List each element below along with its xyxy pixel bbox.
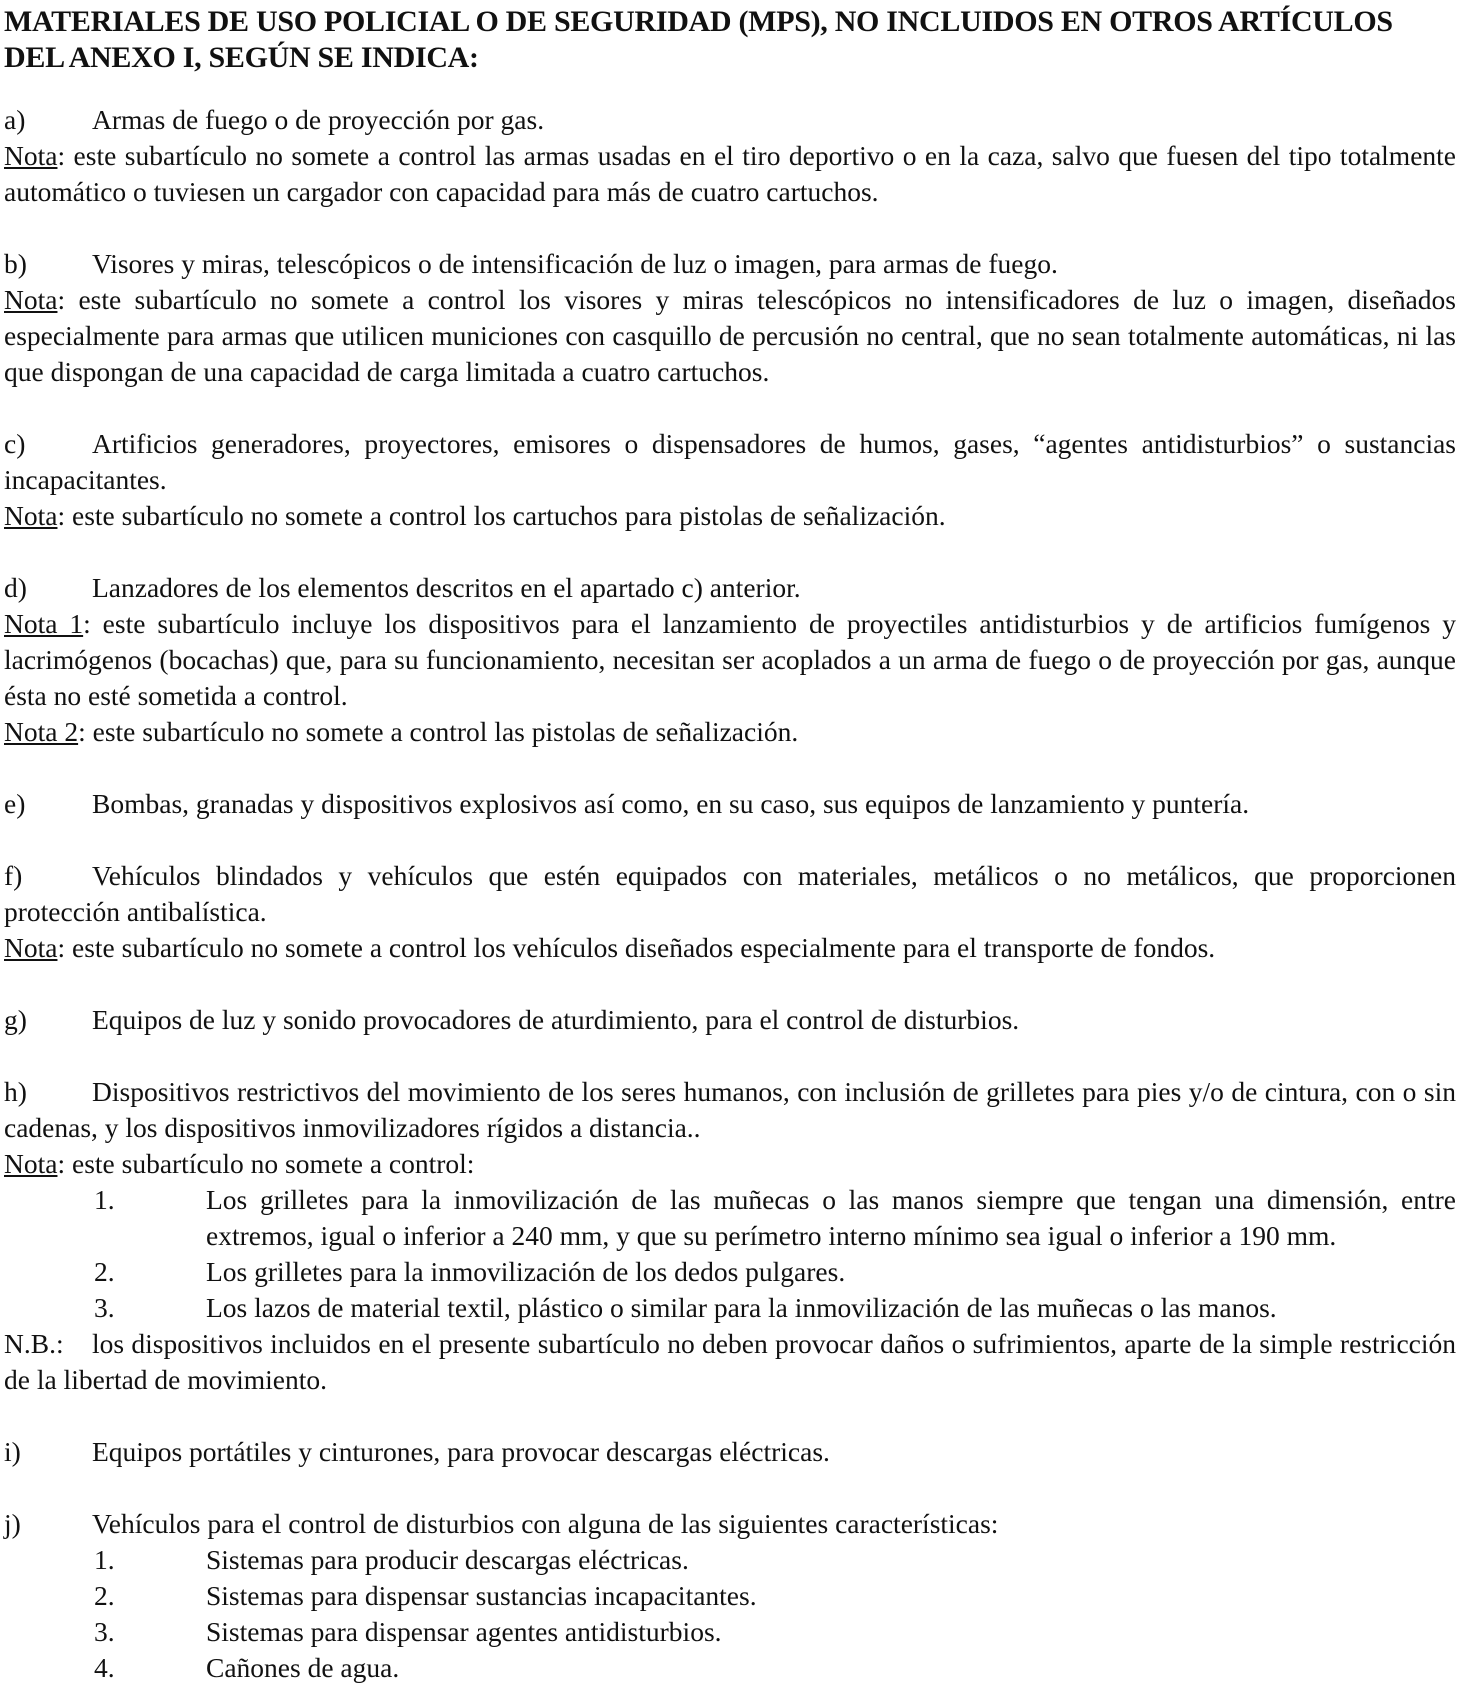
list-item-text: Sistemas para dispensar agentes antidisturbios. — [206, 1616, 722, 1647]
section-heading — [4, 858, 1456, 930]
section-spacer — [4, 966, 1456, 1002]
section-text: Lanzadores de los elementos descritos en el apartado c) anterior. — [92, 572, 801, 603]
section-label: h) — [4, 1076, 27, 1107]
note-text: : este subartículo no somete a control los cartuchos para pistolas de señalización. — [57, 500, 946, 531]
list-item — [4, 1290, 1456, 1326]
section-heading — [4, 786, 1456, 822]
section-label: b) — [4, 248, 27, 279]
section-label: c) — [4, 428, 26, 459]
list-item — [4, 1650, 1456, 1686]
note-label: Nota 2 — [4, 716, 79, 747]
note-text: : este subartículo no somete a control los vehículos diseñados especialmente para el transporte de fondos. — [57, 932, 1216, 963]
list-item-number: 4. — [94, 1652, 115, 1683]
list-item — [4, 1614, 1456, 1650]
section-heading — [4, 1074, 1456, 1146]
list-item — [4, 1578, 1456, 1614]
document-page — [4, 4, 1456, 1686]
list-item-number: 3. — [94, 1616, 115, 1647]
note-paragraph — [4, 930, 1456, 966]
section-heading — [4, 1506, 1456, 1542]
nb-paragraph — [4, 1326, 1456, 1398]
section-spacer — [4, 750, 1456, 786]
note-label: Nota — [4, 140, 58, 171]
note-text: : este subartículo no somete a control los visores y miras telescópicos no intensificadores de luz o imagen, diseñados especialmente para armas que utilicen municiones con casquillo de percusión no central, que no sean totalmente automáticas, ni las que dispongan de una capacidad de carga limitada a cuatro cartuchos. — [4, 284, 1456, 387]
section-spacer — [4, 1038, 1456, 1074]
section-heading — [4, 1002, 1456, 1038]
note-paragraph — [4, 714, 1456, 750]
section-text: Vehículos blindados y vehículos que estén equipados con materiales, metálicos o no metálicos, que proporcionen protección antibalística. — [4, 860, 1456, 927]
note-text: : este subartículo no somete a control las pistolas de señalización. — [78, 716, 799, 747]
section-text: Bombas, granadas y dispositivos explosivos así como, en su caso, sus equipos de lanzamiento y puntería. — [92, 788, 1250, 819]
section-heading — [4, 102, 1456, 138]
list-item-text: Los grilletes para la inmovilización de las muñecas o las manos siempre que tengan una dimensión, entre extremos, igual o inferior a 240 mm, y que su perímetro interno mínimo sea igual o inferior a 190 mm. — [206, 1184, 1456, 1251]
section-label: j) — [4, 1508, 21, 1539]
section-heading — [4, 426, 1456, 498]
list-item-number: 2. — [94, 1580, 115, 1611]
section-spacer — [4, 1398, 1456, 1434]
section-label: d) — [4, 572, 27, 603]
list-item — [4, 1254, 1456, 1290]
list-item-text: Cañones de agua. — [206, 1652, 400, 1683]
section-label: a) — [4, 104, 26, 135]
section-text: Artificios generadores, proyectores, emisores o dispensadores de humos, gases, “agentes antidisturbios” o sustancias incapacitantes. — [4, 428, 1456, 495]
list-item-number: 2. — [94, 1256, 115, 1287]
list-item-text: Sistemas para producir descargas eléctricas. — [206, 1544, 689, 1575]
section-text: Vehículos para el control de disturbios con alguna de las siguientes características: — [92, 1508, 999, 1539]
nb-label: N.B.: — [4, 1328, 64, 1359]
list-item-number: 1. — [94, 1184, 115, 1215]
section-text: Equipos de luz y sonido provocadores de aturdimiento, para el control de disturbios. — [92, 1004, 1020, 1035]
section-text: Armas de fuego o de proyección por gas. — [92, 104, 545, 135]
note-label: Nota — [4, 284, 58, 315]
list-item-text: Sistemas para dispensar sustancias incapacitantes. — [206, 1580, 757, 1611]
note-label: Nota — [4, 1148, 58, 1179]
section-heading — [4, 246, 1456, 282]
list-item-text: Los lazos de material textil, plástico o similar para la inmovilización de las muñecas o las manos. — [206, 1292, 1277, 1323]
nb-text: los dispositivos incluidos en el presente subartículo no deben provocar daños o sufrimientos, aparte de la simple restricción de la libertad de movimiento. — [4, 1328, 1456, 1395]
note-paragraph — [4, 1146, 1456, 1182]
section-spacer — [4, 822, 1456, 858]
list-item-number: 3. — [94, 1292, 115, 1323]
section-spacer — [4, 210, 1456, 246]
section-spacer — [4, 534, 1456, 570]
document-body — [4, 102, 1456, 1686]
section-spacer — [4, 1470, 1456, 1506]
section-label: i) — [4, 1436, 21, 1467]
list-item-number: 1. — [94, 1544, 115, 1575]
section-label: e) — [4, 788, 26, 819]
note-paragraph — [4, 138, 1456, 210]
note-paragraph — [4, 282, 1456, 390]
section-heading — [4, 1434, 1456, 1470]
note-paragraph — [4, 498, 1456, 534]
list-item-text: Los grilletes para la inmovilización de los dedos pulgares. — [206, 1256, 846, 1287]
section-text: Dispositivos restrictivos del movimiento de los seres humanos, con inclusión de grilletes para pies y/o de cintura, con o sin cadenas, y los dispositivos inmovilizadores rígidos a distancia.. — [4, 1076, 1456, 1143]
note-text: : este subartículo no somete a control las armas usadas en el tiro deportivo o en la caza, salvo que fuesen del tipo totalmente automático o tuviesen un cargador con capacidad para más de cuatro cartuchos. — [4, 140, 1456, 207]
note-label: Nota 1 — [4, 608, 84, 639]
note-text: : este subartículo incluye los dispositivos para el lanzamiento de proyectiles antidisturbios y de artificios fumígenos y lacrimógenos (bocachas) que, para su funcionamiento, necesitan ser acoplados a un arma de fuego o de proyección por gas, aunque ésta no esté sometida a control. — [4, 608, 1456, 711]
section-text: Equipos portátiles y cinturones, para provocar descargas eléctricas. — [92, 1436, 830, 1467]
note-text: : este subartículo no somete a control: — [57, 1148, 475, 1179]
document-title: MATERIALES DE USO POLICIAL O DE SEGURIDAD (MPS), NO INCLUIDOS EN OTROS ARTÍCULOS DEL ANEXO I, SEGÚN SE INDICA: — [4, 5, 1393, 74]
list-item — [4, 1182, 1456, 1254]
list-item — [4, 1542, 1456, 1578]
section-heading — [4, 570, 1456, 606]
section-label: g) — [4, 1004, 27, 1035]
section-spacer — [4, 390, 1456, 426]
note-paragraph — [4, 606, 1456, 714]
section-label: f) — [4, 860, 23, 891]
section-text: Visores y miras, telescópicos o de intensificación de luz o imagen, para armas de fuego. — [92, 248, 1058, 279]
note-label: Nota — [4, 500, 58, 531]
note-label: Nota — [4, 932, 58, 963]
